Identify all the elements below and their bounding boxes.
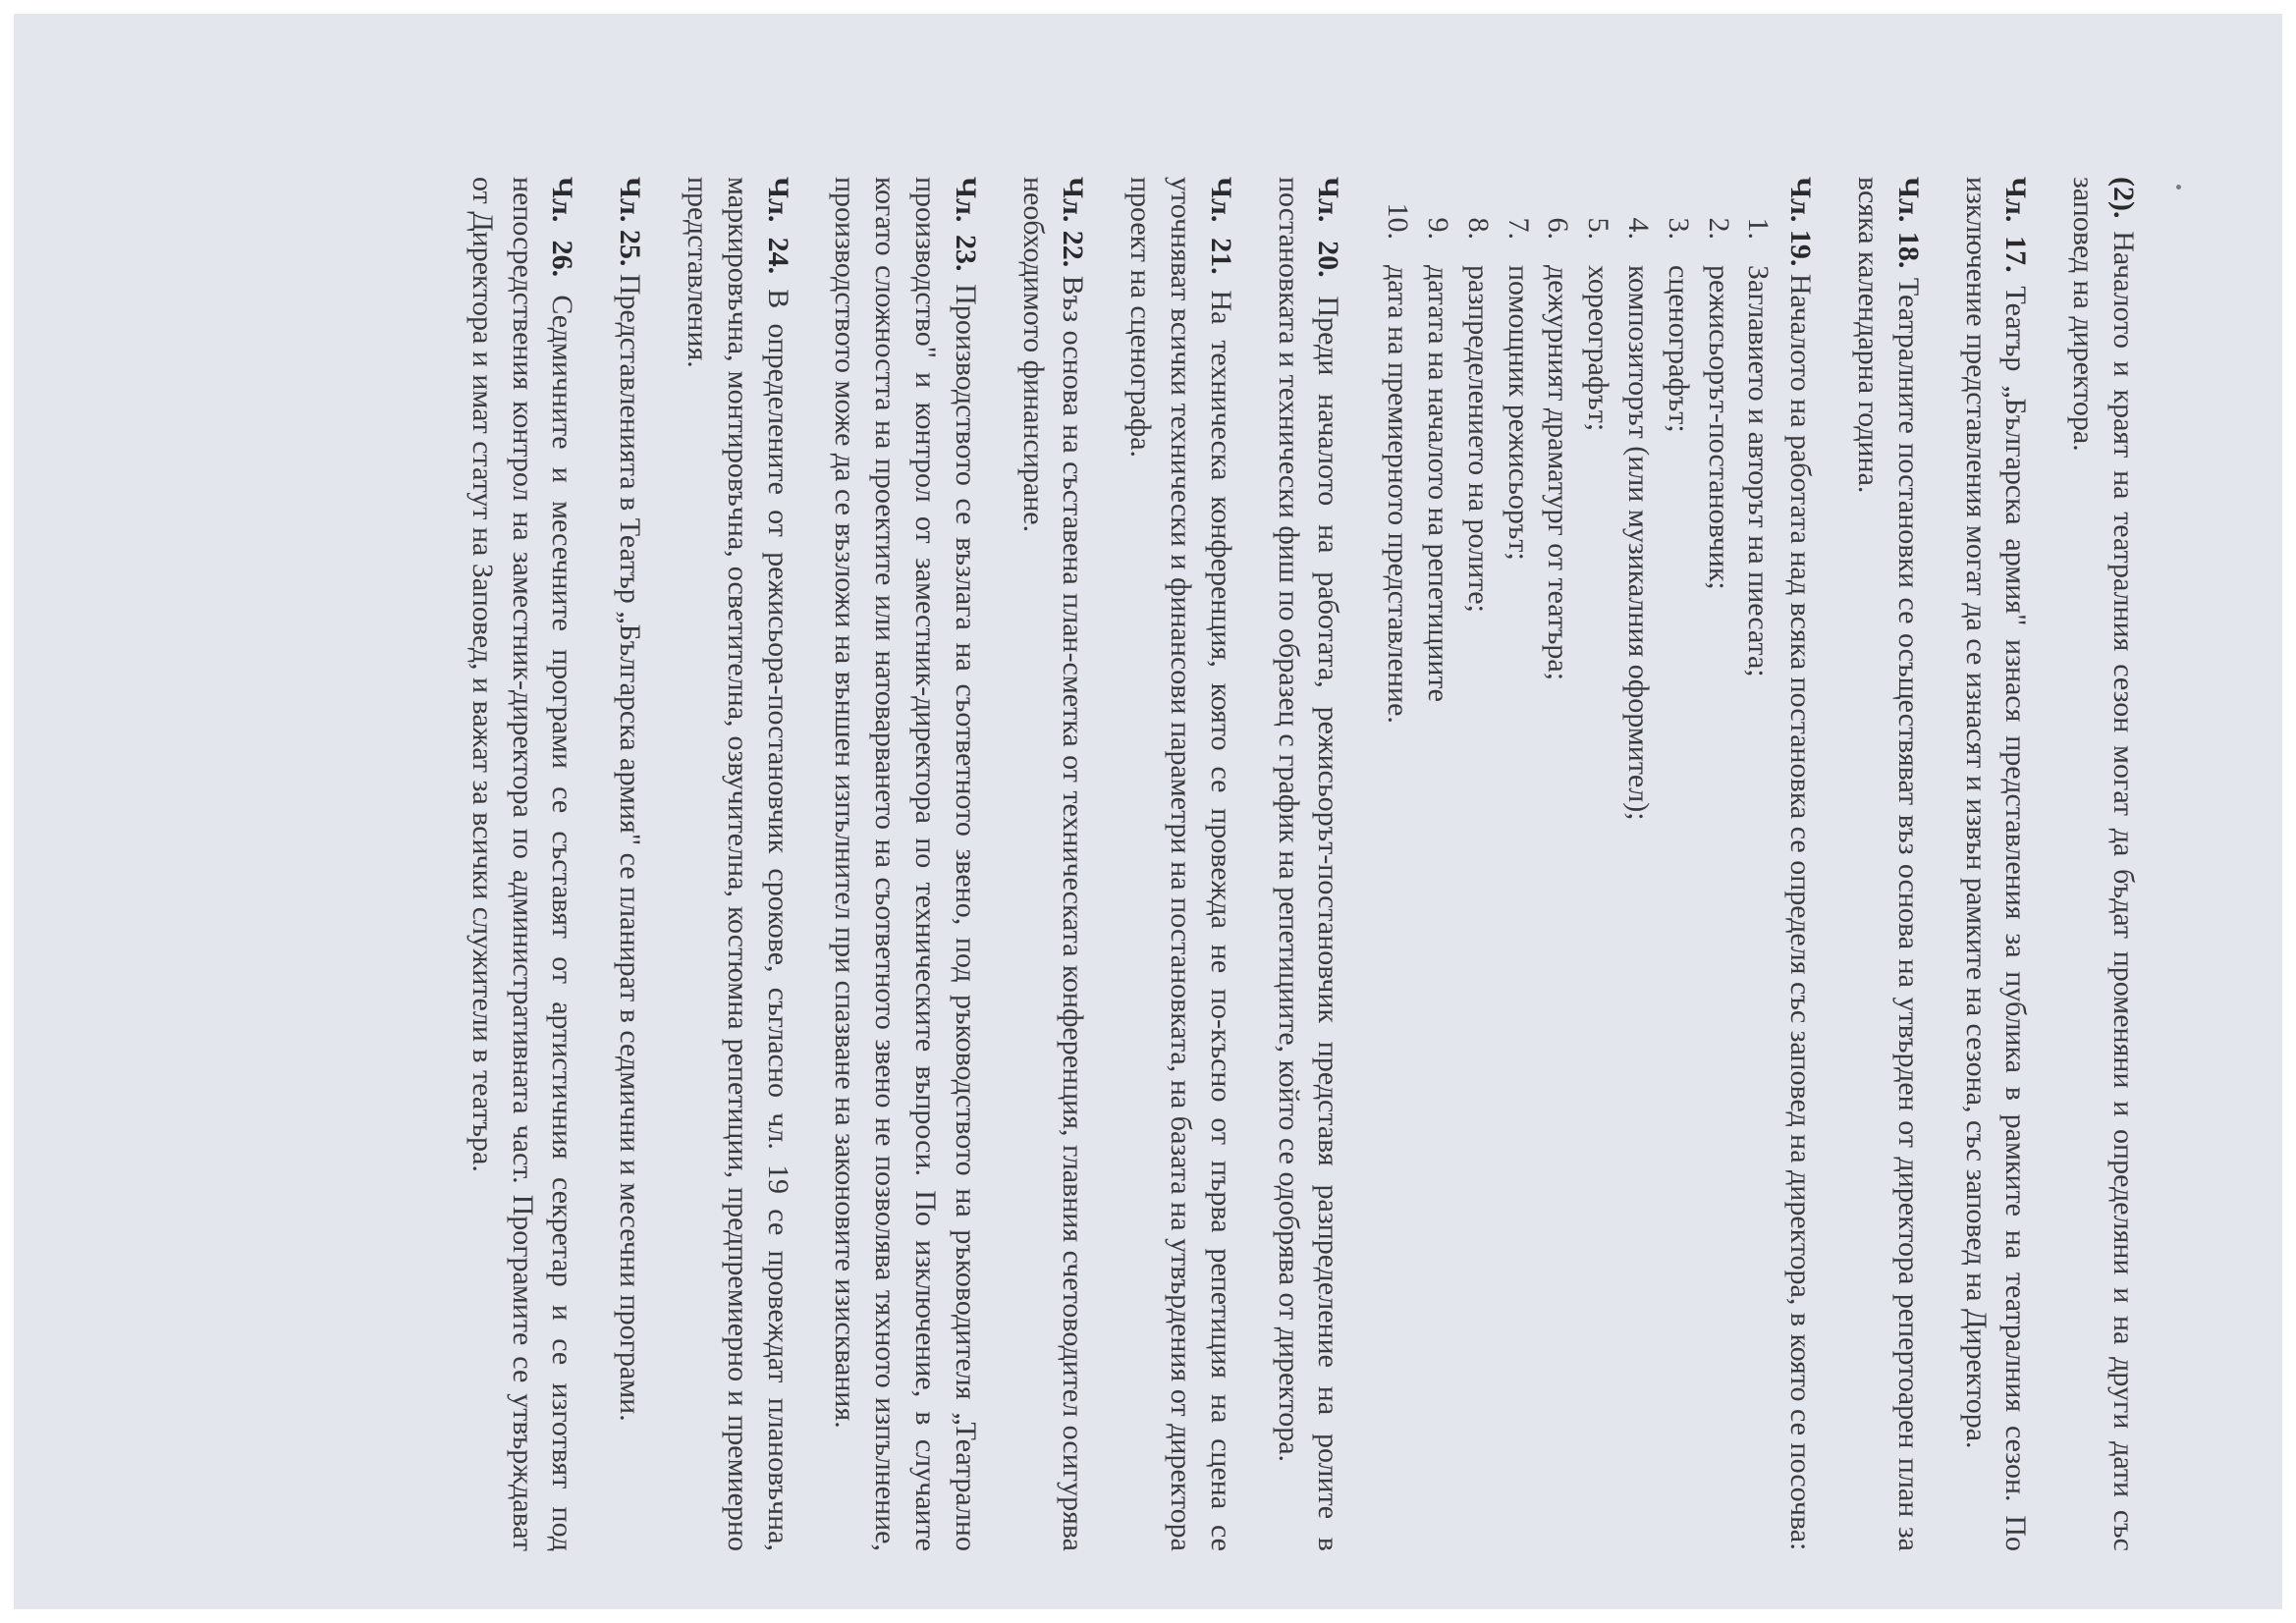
article-number: Чл. 21.	[1204, 177, 1237, 275]
article-23	[825, 177, 985, 1551]
article-number: Чл. 26.	[546, 177, 579, 278]
list-text: сценографът;	[1662, 265, 1695, 433]
list-index: 1.	[1742, 217, 1776, 240]
list-text: Заглавието и авторът на пиесата;	[1742, 265, 1776, 677]
list-index: 3.	[1662, 217, 1695, 240]
article-26	[462, 177, 581, 1551]
list-item	[1457, 177, 1498, 1551]
list-item	[1577, 177, 1617, 1551]
article-text: На техническа конференция, която се провежда не по-късно от първа репетиция на сцена се уточняват всички технически и финансови параметри на постановката, на базата на утвърдения от директора проект на сценографа.	[1124, 177, 1237, 1551]
list-text: композиторът (или музикалния оформител);	[1622, 265, 1656, 821]
article-24	[677, 177, 796, 1551]
article-21	[1120, 177, 1239, 1551]
article-20	[1268, 177, 1348, 1551]
list-item	[1617, 177, 1658, 1551]
list-item	[1377, 177, 1417, 1551]
paragraph-text: Началото и краят на театралния сезон могат да бъдат променяни и определяни и на други дати със заповед на директора.	[2067, 177, 2140, 1551]
article-text: Седмичните и месечните програми се съставят от артистичния секретар и се изготвят под непосредствения контрол на заместник-директора по административната част. Програмите се утвърждават от Директора и имат статут на Заповед, и важат за всички служители в театъра.	[465, 177, 579, 1551]
article-18	[1847, 177, 1928, 1551]
list-index: 4.	[1622, 217, 1656, 240]
list-index: 10.	[1382, 202, 1415, 240]
scan-speck	[2176, 185, 2181, 189]
article-number: Чл. 24.	[761, 177, 794, 275]
article-text: Театър „Българска армия" изнася представления за публика в рамките на театралния сезон. По изключение представления могат да се изнасят и извън рамките на сезона, със заповед на Директора.	[1959, 177, 2033, 1551]
document-page	[434, 177, 2143, 1551]
article-text: Началото на работата над всяка постановка се определя със заповед на директора, в която се посочва:	[1784, 266, 1818, 1551]
article-text: Представленията в Театър „Българска армия" се планират в седмични и месечни програми.	[614, 266, 647, 1422]
list-text: дата на премиерното представление.	[1382, 265, 1415, 724]
list-text: датата на началото на репетициите	[1422, 265, 1455, 702]
article-25	[610, 177, 650, 1551]
list-item	[1417, 177, 1457, 1551]
article-text: Преди началото на работата, режисьорът-постановчик представя разпределение на ролите в постановката и технически фиш по образец с график на репетициите, който се одобрява от директора.	[1272, 177, 1345, 1551]
paragraph-2	[2062, 177, 2143, 1551]
list-item	[1738, 177, 1778, 1551]
list-index: 2.	[1702, 217, 1735, 240]
list-index: 6.	[1542, 217, 1575, 240]
article-number: Чл. 20.	[1312, 177, 1345, 278]
article-text: Театралните постановки се осъществяват въз основа на утвърден от директора репертоарен план за всяка календарна година.	[1852, 177, 1925, 1551]
article-number: Чл. 22.	[1057, 177, 1090, 268]
article-19-list	[1377, 177, 1777, 1551]
article-number: Чл. 17.	[1999, 177, 2033, 273]
list-text: хореографът;	[1582, 265, 1615, 432]
article-number: Чл. 18.	[1891, 177, 1925, 269]
article-text: Производството се възлага на съответното звено, под ръководството на ръководителя „Театрално производство" и контрол от заместник-директора по техническите въпроси. По изключение, в случаите когато сложността на проектите или натоварването на съответното звено не позволява тяхното изпълнение, производството може да се възложи на външен изпълнител при спазване на законовите изисквания.	[829, 177, 982, 1551]
list-text: помощник режисьорът;	[1502, 265, 1535, 561]
list-item	[1658, 177, 1698, 1551]
list-index: 5.	[1582, 217, 1615, 240]
list-index: 7.	[1502, 217, 1535, 240]
article-17	[1955, 177, 2036, 1551]
paragraph-number: (2).	[2107, 177, 2140, 219]
article-number: Чл. 23.	[949, 177, 982, 272]
list-index: 9.	[1422, 217, 1455, 240]
list-item	[1698, 177, 1738, 1551]
article-text: Въз основа на съставена план-сметка от техническата конференция, главния счетоводител осигурява необходимото финансиране.	[1016, 177, 1090, 1551]
article-number: Чл. 25.	[614, 177, 647, 267]
list-text: дежурният драматург от театъра;	[1542, 265, 1575, 681]
list-text: режисьорът-постановчик;	[1702, 265, 1735, 590]
list-item	[1498, 177, 1538, 1551]
article-22	[1012, 177, 1093, 1551]
article-text: В определените от режисьора-постановчик срокове, съгласно чл. 19 се провеждат плановъчна, маркировъчна, монтировъчна, осветителна, озвучителна, костюмна репетиции, предпремиерно и премиерно представления.	[682, 177, 794, 1551]
article-19	[1779, 177, 1820, 1551]
list-item	[1538, 177, 1578, 1551]
list-index: 8.	[1461, 217, 1495, 240]
article-number: Чл. 19.	[1784, 177, 1818, 267]
list-text: разпределението на ролите;	[1461, 265, 1495, 613]
